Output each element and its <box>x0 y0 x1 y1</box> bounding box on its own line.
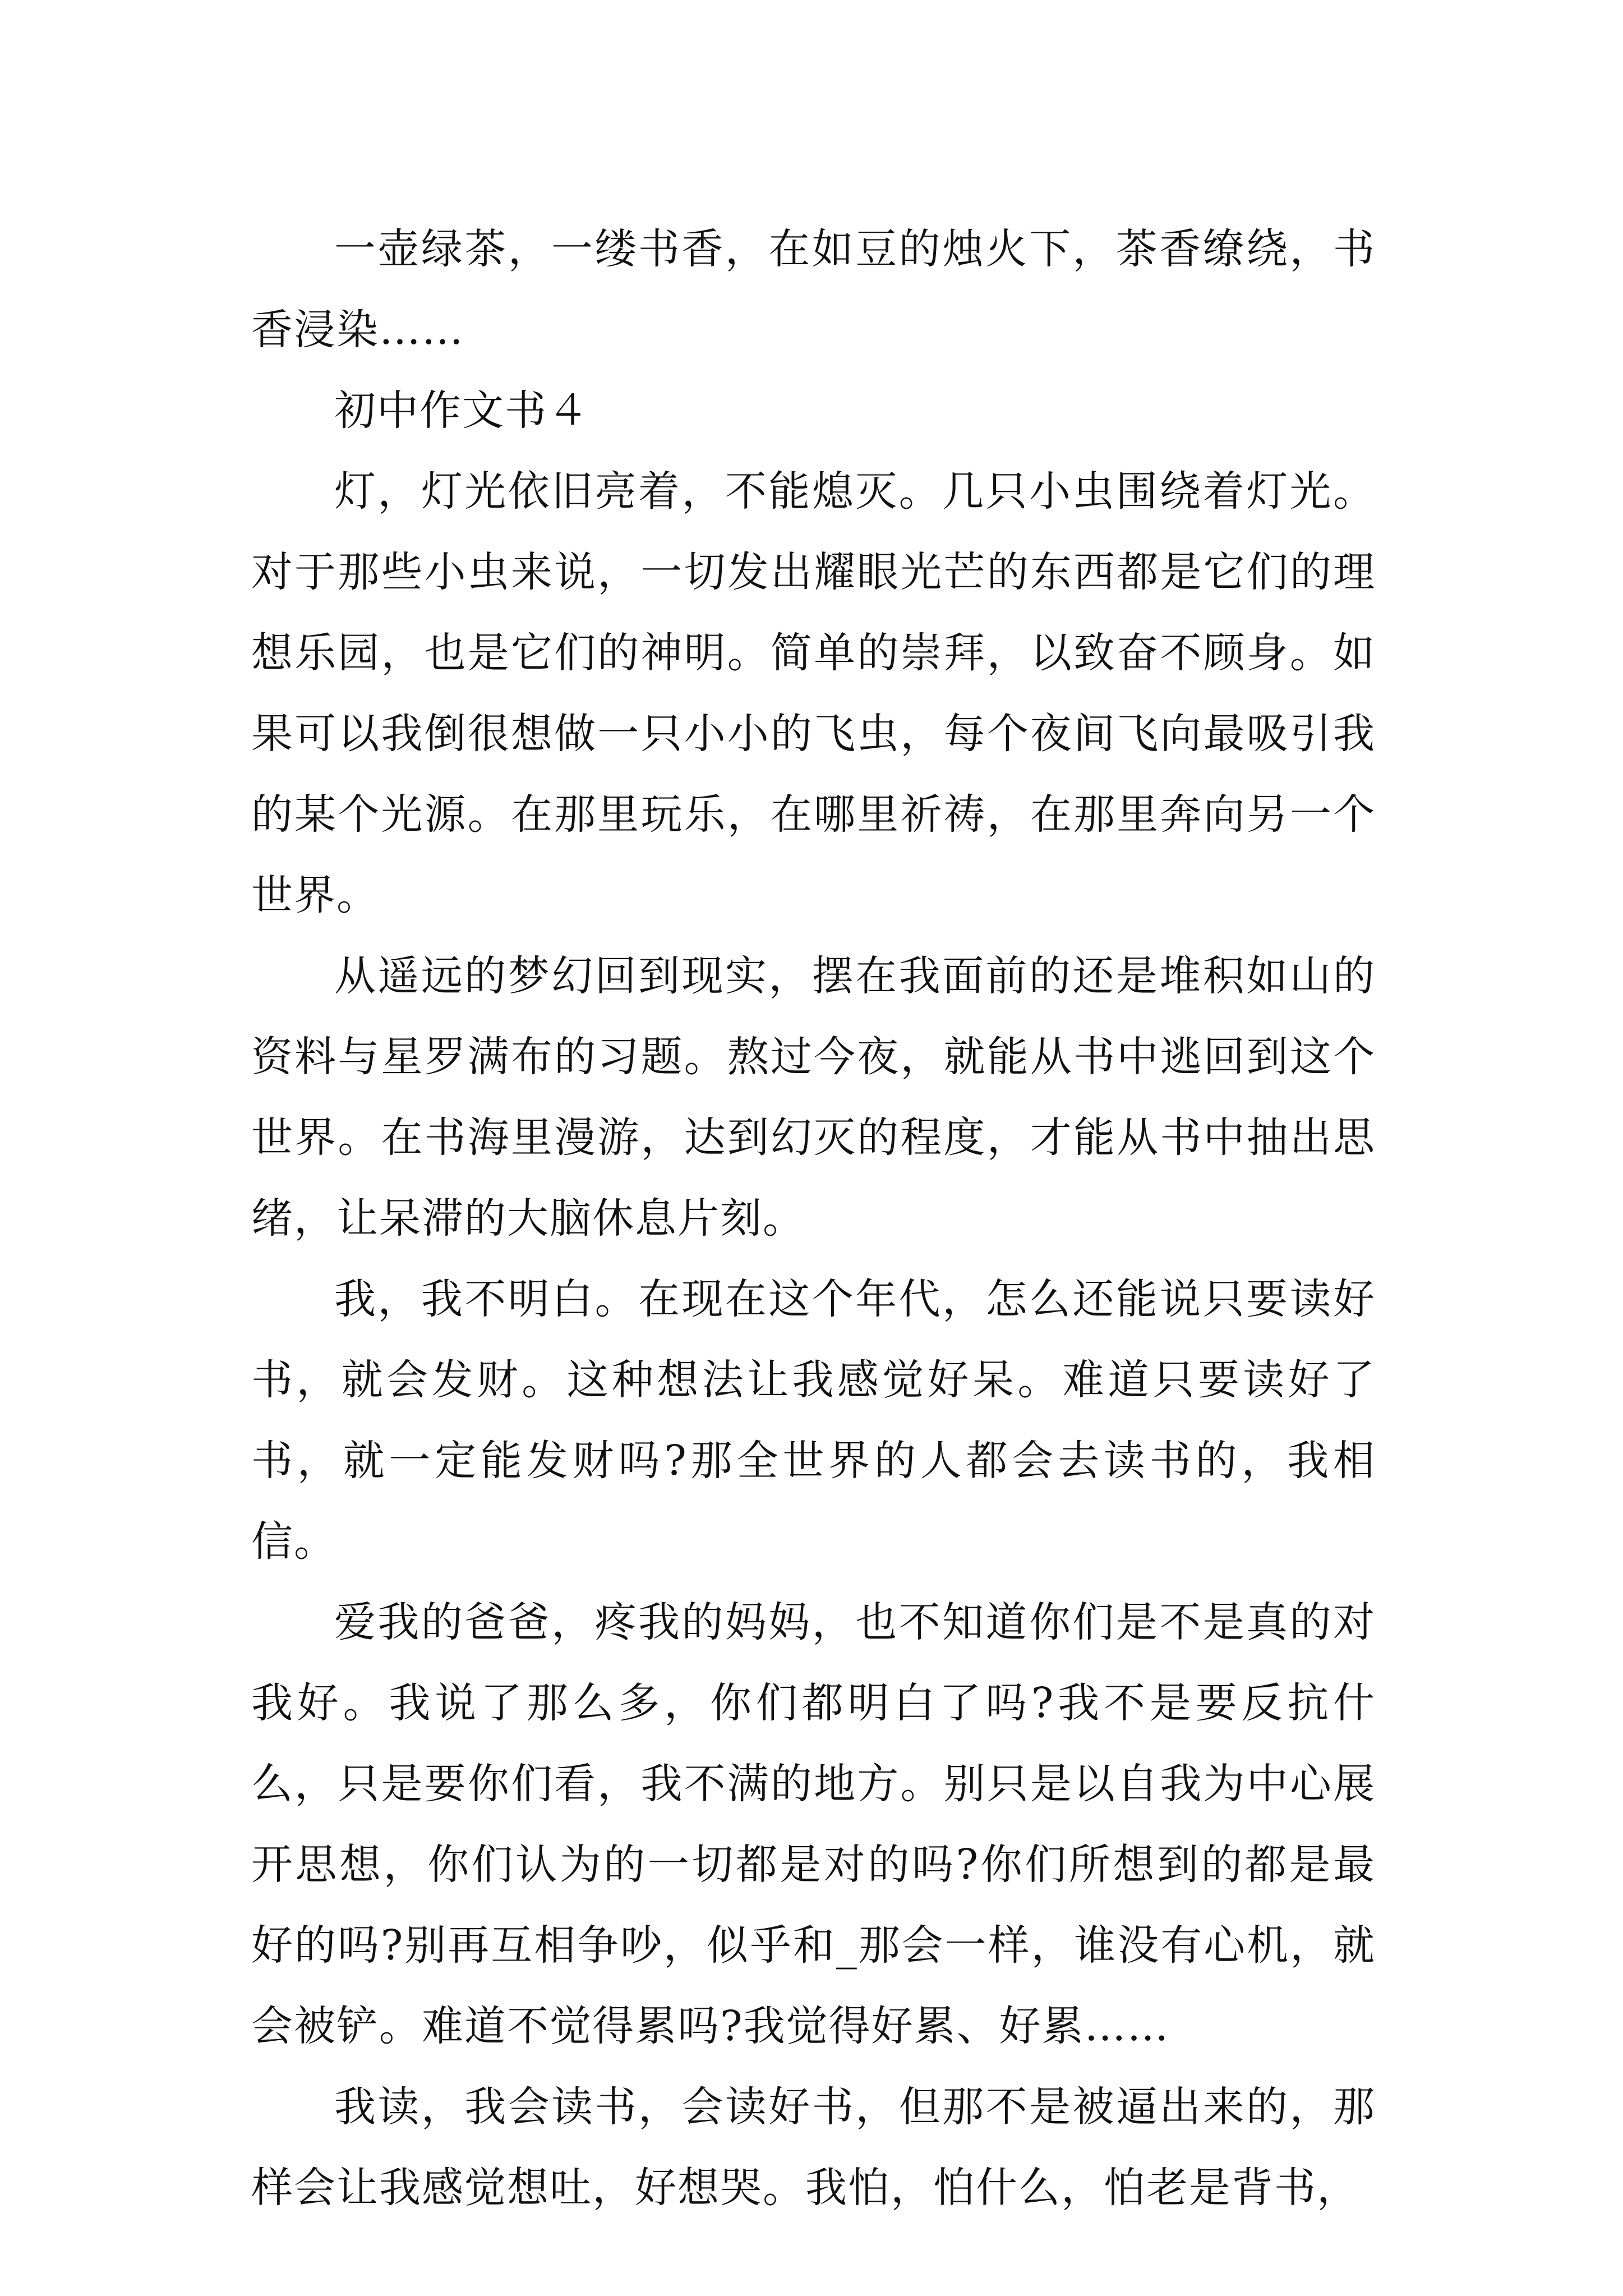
paragraph-tea: 一壶绿茶，一缕书香，在如豆的烛火下，茶香缭绕，书香浸染…… <box>251 225 1376 354</box>
paragraph-parents: 爱我的爸爸，疼我的妈妈，也不知道你们是不是真的对我好。我说了那么多，你们都明白了吗?我不是要反抗什么，只是要你们看，我不满的地方。别只是以自我为中心展开思想，你们认为的一切都是对的吗?你们所想到的都是最好的吗?别再互相争吵，似乎和_那会一样，谁没有心机，就会被铲。难道不觉得累吗?我觉得好累、好累…… <box>251 1598 1376 2050</box>
paragraph-lamp: 灯，灯光依旧亮着，不能熄灭。几只小虫围绕着灯光。对于那些小虫来说，一切发出耀眼光芒的东西都是它们的理想乐园，也是它们的神明。简单的崇拜，以致奋不顾身。如果可以我倒很想做一只小小的飞虫，每个夜间飞向最吸引我的某个光源。在那里玩乐，在哪里祈祷，在那里奔向另一个世界。 <box>251 467 1376 919</box>
section-heading: 初中作文书４ <box>334 386 590 435</box>
paragraph-reading: 我读，我会读书，会读好书，但那不是被逼出来的，那样会让我感觉想吐，好想哭。我怕，怕什么，怕老是背书， <box>251 2083 1376 2212</box>
document-body <box>251 209 1376 2228</box>
paragraph-reality: 从遥远的梦幻回到现实，摆在我面前的还是堆积如山的资料与星罗满布的习题。熬过今夜，就能从书中逃回到这个世界。在书海里漫游，达到幻灭的程度，才能从书中抽出思绪，让呆滞的大脑休息片刻。 <box>251 952 1376 1243</box>
paragraph-confusion: 我，我不明白。在现在这个年代，怎么还能说只要读好书，就会发财。这种想法让我感觉好呆。难道只要读好了书，就一定能发财吗?那全世界的人都会去读书的，我相信。 <box>251 1275 1376 1566</box>
